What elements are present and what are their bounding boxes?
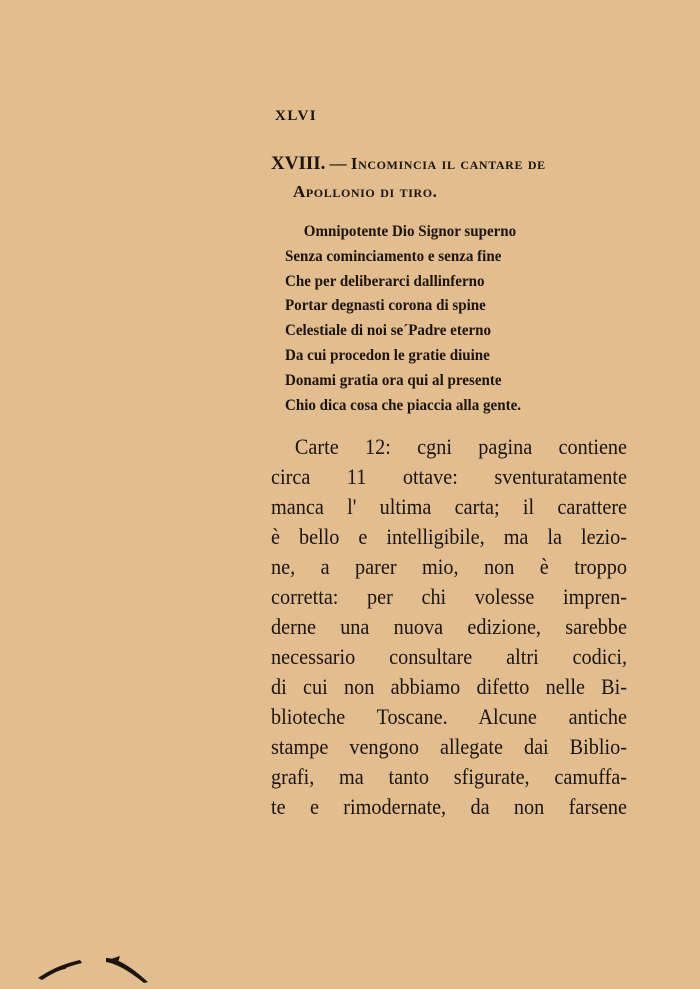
verse-stanza <box>285 220 605 418</box>
body-line: te e rimodernate, da non farsene <box>271 794 628 819</box>
verse-line: Celestiale di noi se´Padre eterno <box>285 322 492 340</box>
body-line: ne, a parer mio, non è troppo <box>271 554 628 579</box>
heading-title-line-1: Incomincia il cantare de <box>350 154 546 173</box>
decorative-flourish-icon <box>36 948 156 988</box>
body-line: stampe vengono allegate dai Biblio- <box>271 734 628 759</box>
heading-dash: — <box>329 154 347 173</box>
body-line: circa 11 ottave: sventuratamente <box>271 464 628 489</box>
verse-line: Donami gratia ora qui al presente <box>285 371 502 389</box>
body-line: derne una nuova edizione, sarebbe <box>271 614 628 639</box>
body-line: manca l' ultima carta; il carattere <box>271 494 628 519</box>
body-line: grafi, ma tanto sfigurate, camuffa- <box>271 764 628 789</box>
verse-line: Che per deliberarci dallinferno <box>285 272 485 290</box>
verse-line: Portar degnasti corona di spine <box>285 297 486 315</box>
body-line: corretta: per chi volesse impren- <box>271 584 628 609</box>
body-line: necessario consultare altri codici, <box>271 644 628 669</box>
body-line: è bello e intelligibile, ma la lezio- <box>271 524 628 549</box>
body-line: Carte 12: cgni pagina contiene <box>294 434 628 459</box>
verse-line: Omnipotente Dio Signor superno <box>303 223 517 240</box>
body-line: blioteche Toscane. Alcune antiche <box>271 704 628 729</box>
body-line: di cui non abbiamo difetto nelle Bi- <box>271 674 628 699</box>
body-paragraph <box>271 432 627 822</box>
page-number: XLVI <box>275 108 318 124</box>
chapter-numeral: XVIII. <box>271 153 326 174</box>
verse-line: Da cui procedon le gratie diuine <box>285 346 490 364</box>
heading-title-line-2: Apollonio di tiro. <box>293 182 438 201</box>
verse-line: Chio dica cosa che piaccia alla gente. <box>285 396 522 414</box>
verse-line: Senza cominciamento e senza fine <box>285 247 502 265</box>
chapter-heading <box>271 150 631 206</box>
